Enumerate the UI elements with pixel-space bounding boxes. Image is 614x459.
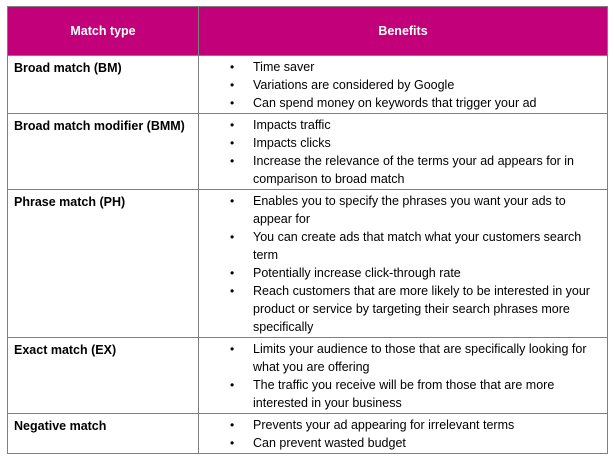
bullet-icon: • bbox=[230, 378, 235, 392]
benefit-text: Impacts clicks bbox=[253, 136, 331, 150]
table-row bbox=[8, 414, 608, 454]
bullet-icon: • bbox=[230, 154, 235, 168]
table-row bbox=[8, 338, 608, 414]
bullet-icon: • bbox=[230, 78, 235, 92]
benefit-item bbox=[199, 416, 603, 434]
benefit-item bbox=[199, 228, 603, 264]
benefit-text: Enables you to specify the phrases you want your ads to appear for bbox=[253, 194, 566, 226]
bullet-icon: • bbox=[230, 230, 235, 244]
benefits-list bbox=[199, 192, 603, 336]
bullet-icon: • bbox=[230, 436, 235, 450]
benefits-cell bbox=[199, 56, 608, 114]
table-row bbox=[8, 56, 608, 114]
match-type-cell: Broad match modifier (BMM) bbox=[8, 114, 199, 190]
benefit-text: Increase the relevance of the terms your ad appears for in comparison to broad match bbox=[253, 154, 575, 186]
match-type-cell: Negative match bbox=[8, 414, 199, 454]
match-type-cell: Phrase match (PH) bbox=[8, 190, 199, 338]
bullet-icon: • bbox=[230, 60, 235, 74]
benefit-item bbox=[199, 76, 603, 94]
benefits-list bbox=[199, 416, 603, 452]
bullet-icon: • bbox=[230, 136, 235, 150]
benefit-item bbox=[199, 376, 603, 412]
benefits-list bbox=[199, 340, 603, 412]
benefit-text: You can create ads that match what your customers search term bbox=[253, 230, 582, 262]
bullet-icon: • bbox=[230, 194, 235, 208]
benefits-cell bbox=[199, 190, 608, 338]
benefits-cell bbox=[199, 414, 608, 454]
table-row bbox=[8, 190, 608, 338]
benefit-item bbox=[199, 340, 603, 376]
benefits-list bbox=[199, 58, 603, 112]
bullet-icon: • bbox=[230, 284, 235, 298]
benefit-text: The traffic you receive will be from those that are more interested in your business bbox=[253, 378, 555, 410]
bullet-icon: • bbox=[230, 266, 235, 280]
benefit-text: Reach customers that are more likely to be interested in your product or service by targeting their search phrases more specifically bbox=[253, 284, 590, 334]
benefit-text: Time saver bbox=[253, 60, 315, 74]
benefit-text: Can prevent wasted budget bbox=[253, 436, 406, 450]
benefit-text: Can spend money on keywords that trigger your ad bbox=[253, 96, 537, 110]
benefit-item bbox=[199, 58, 603, 76]
bullet-icon: • bbox=[230, 96, 235, 110]
benefits-list bbox=[199, 116, 603, 188]
benefit-item bbox=[199, 152, 603, 188]
benefit-text: Limits your audience to those that are specifically looking for what you are offering bbox=[253, 342, 587, 374]
benefit-text: Impacts traffic bbox=[253, 118, 331, 132]
benefit-item bbox=[199, 134, 603, 152]
benefits-cell bbox=[199, 114, 608, 190]
benefit-text: Potentially increase click-through rate bbox=[253, 266, 461, 280]
benefit-item bbox=[199, 434, 603, 452]
benefit-text: Variations are considered by Google bbox=[253, 78, 455, 92]
table-row bbox=[8, 114, 608, 190]
header-match-type: Match type bbox=[8, 7, 199, 56]
benefit-item bbox=[199, 192, 603, 228]
match-type-table-container bbox=[7, 6, 607, 454]
benefit-item bbox=[199, 94, 603, 112]
benefit-item bbox=[199, 282, 603, 336]
match-type-cell: Exact match (EX) bbox=[8, 338, 199, 414]
benefit-item bbox=[199, 264, 603, 282]
match-type-cell: Broad match (BM) bbox=[8, 56, 199, 114]
table-body bbox=[8, 56, 608, 454]
table-header-row bbox=[8, 7, 608, 56]
bullet-icon: • bbox=[230, 342, 235, 356]
bullet-icon: • bbox=[230, 418, 235, 432]
benefit-text: Prevents your ad appearing for irrelevant terms bbox=[253, 418, 515, 432]
header-benefits: Benefits bbox=[199, 7, 608, 56]
benefit-item bbox=[199, 116, 603, 134]
match-type-table bbox=[7, 6, 608, 454]
bullet-icon: • bbox=[230, 118, 235, 132]
benefits-cell bbox=[199, 338, 608, 414]
